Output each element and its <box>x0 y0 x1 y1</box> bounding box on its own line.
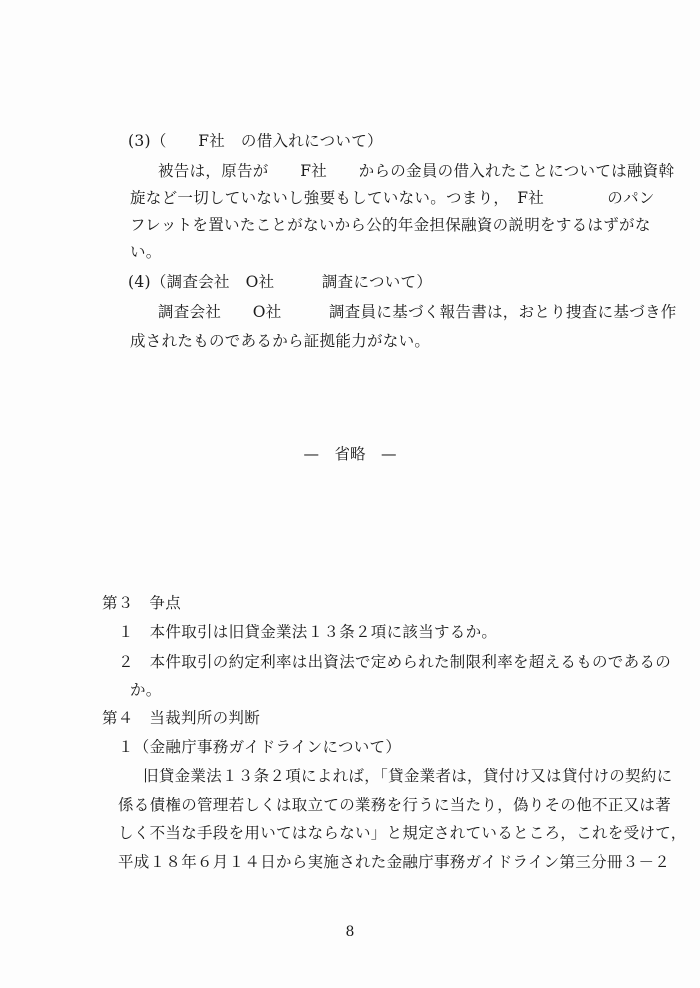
section-4-line-1: 調査会社 O社 調査員に基づく報告書は，おとり捜査に基づき作 <box>158 303 677 321</box>
issue-item-2-line-1: ２ 本件取引の約定利率は出資法で定められた制限利率を超えるものであるの <box>118 653 672 671</box>
omitted-marker: — 省略 — <box>303 445 397 463</box>
section-3-heading: (3)（ F社 の借入れについて） <box>128 132 383 150</box>
section-4-line-2: 成されたものであるから証拠能力がない。 <box>130 332 431 350</box>
judgment-line-4: 平成１８年６月１４日から実施された金融庁事務ガイドライン第三分冊３－２ <box>118 853 671 871</box>
section-3-line-2: 旋など一切していないし強要もしていない。つまり， F社 のパン <box>130 189 655 207</box>
judgment-line-3: しく不当な手段を用いてはならない」と規定されているところ，これを受けて， <box>118 824 687 842</box>
issues-heading: 第３ 争点 <box>102 594 182 612</box>
judgment-line-2: 係る債権の管理若しくは取立ての業務を行うに当たり，偽りその他不正又は著 <box>118 796 672 814</box>
judgment-subheading-1: １（金融庁事務ガイドラインについて） <box>118 738 402 756</box>
section-4-heading: (4)（調査会社 O社 調査について） <box>128 273 433 291</box>
section-3-line-3: フレットを置いたことがないから公的年金担保融資の説明をするはずがな <box>130 216 651 234</box>
judgment-heading: 第４ 当裁判所の判断 <box>102 709 261 727</box>
issue-item-2-line-2: か。 <box>130 681 162 699</box>
issue-item-1: １ 本件取引は旧貸金業法１３条２項に該当するか。 <box>118 623 498 641</box>
page-number: 8 <box>345 924 355 940</box>
section-3-line-1: 被告は，原告が F社 からの金員の借入れたことについては融資斡 <box>158 162 675 180</box>
section-3-line-4: い。 <box>130 243 162 261</box>
judgment-line-1: 旧貸金業法１３条２項によれば，「貸金業者は，貸付け又は貸付けの契約に <box>143 767 673 785</box>
